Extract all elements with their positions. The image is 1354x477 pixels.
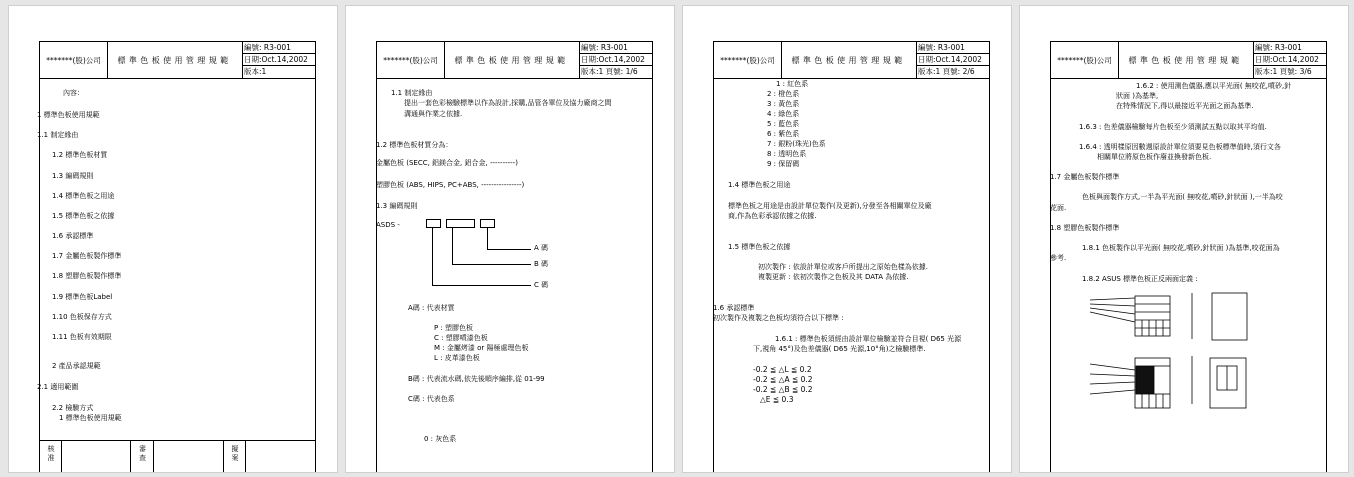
tolerance-formula: -0.2 ≦ △B ≦ 0.2 [753, 385, 813, 394]
doc-date: 日期:Oct.14,2002 [1253, 54, 1326, 66]
color-item: 7 : 銀粉(珠光)色系 [767, 140, 826, 148]
section-1-8-2-text: 1.8.2 ASUS 標準色板正反兩面定義 : [1082, 275, 1198, 283]
section-1-6-3-text: 1.6.3 : 色差儀器檢驗每片色板至少須測試五點以取其平均值. [1079, 123, 1267, 131]
section-1-5-title: 1.5 標準色板之依據 [728, 243, 791, 251]
code-label-b: B 碼 [534, 260, 549, 268]
tolerance-formula: △E ≦ 0.3 [760, 395, 794, 404]
code-label-a: A 碼 [534, 244, 549, 252]
section-1-1-text: 溝通與作業之依據. [404, 110, 463, 118]
doc-version-page: 版本:1 頁號: 1/6 [581, 67, 638, 76]
toc-item: 1.1 制定緣由 [37, 131, 79, 139]
doc-date: 日期:Oct.14,2002 [916, 54, 989, 66]
header-meta [579, 42, 652, 78]
doc-number: 編號: R3-001 [579, 42, 652, 54]
page-border-left [376, 79, 377, 472]
section-1-6-2-text: 在特殊情況下,得以最接近平光面之面為基準. [1116, 102, 1254, 110]
toc-item: 1.9 標準色板Label [52, 293, 113, 301]
toc-item: 2.2 檢驗方式 [52, 404, 94, 412]
code-label-c: C 碼 [534, 281, 549, 289]
b-code-line: B碼 : 代表流水碼,依先後順序編排,從 01-99 [408, 375, 545, 383]
color-item: 5 : 藍色系 [767, 120, 800, 128]
color-item: 2 : 橙色系 [767, 90, 800, 98]
toc-item: 1.2 標準色板材質 [52, 151, 108, 159]
section-1-6-2-text: 狀面 )為基準, [1116, 92, 1159, 100]
color-item: 0 : 灰色系 [424, 435, 457, 443]
company-name: *******(股)公司 [40, 42, 108, 78]
toc-item: 2 產品承認規範 [52, 362, 101, 370]
section-1-1-title: 1.1 制定緣由 [391, 89, 433, 97]
section-1-2-title: 1.2 標準色板材質分為： [376, 141, 453, 149]
review-label: 審查 [138, 445, 147, 463]
toc-item: 1.5 標準色板之依據 [52, 212, 115, 220]
section-1-6-4-text: 相關單位將原色板作廢並換發新色板. [1097, 153, 1212, 161]
document-page-2 [346, 6, 674, 472]
a-code-item: P : 塑膠色板 [434, 324, 474, 332]
document-title: 標準色板使用管理規範 [1118, 42, 1254, 78]
code-box-b [446, 219, 475, 228]
section-1-8-1-text: 1.8.1 色板製作以平光面( 無咬花,噴砂,針狀面 )為基準,咬花面為 [1082, 244, 1280, 252]
company-name: *******(股)公司 [377, 42, 445, 78]
material-plastic: 塑膠色板 (ABS, HIPS, PC+ABS, ----------------) [376, 181, 525, 189]
document-page-4 [1020, 6, 1348, 472]
toc-item: 1 標準色板使用規範 [37, 111, 100, 119]
toc-item: 1.3 編碼規則 [52, 172, 94, 180]
doc-version-page: 版本:1 頁號: 3/6 [1255, 67, 1312, 76]
a-code-title: A碼 : 代表材質 [408, 304, 455, 312]
approve-label: 核准 [47, 445, 55, 463]
document-page-1 [9, 6, 337, 472]
document-page-3 [683, 6, 1011, 472]
contents-title: 內容： [63, 89, 84, 97]
code-box-a [426, 219, 441, 228]
color-item: 9 : 保留碼 [767, 160, 800, 168]
a-code-item: C : 塑膠噴漆色板 [434, 334, 488, 342]
page-border-right [1326, 79, 1327, 472]
doc-date: 日期:Oct.14,2002 [242, 54, 315, 66]
doc-version: 版本:1 [244, 67, 267, 76]
color-item: 8 : 透明色系 [767, 150, 807, 158]
toc-item: 1 標準色板使用規範 [59, 414, 122, 422]
section-1-8-1-text: 參考. [1050, 254, 1067, 262]
header-meta [916, 42, 989, 78]
page-header [1050, 41, 1327, 79]
document-title: 標準色板使用管理規範 [444, 42, 580, 78]
section-1-1-text: 提出一套色彩檢驗標準以作為設計,採購,品管各單位及協力廠商之間 [404, 99, 612, 107]
document-title: 標準色板使用管理規範 [781, 42, 917, 78]
material-metal: 金屬色板 (SECC, 鋁鎂合金, 鋁合金, ----------) [376, 159, 518, 167]
toc-item: 1.7 金屬色板製作標準 [52, 252, 122, 260]
section-1-6-1-text: 1.6.1 : 標準色板須經由設計單位檢驗並符合目視( D65 光源 [775, 335, 962, 343]
draft-label: 擬案 [231, 445, 239, 463]
page-border-left [1050, 79, 1051, 472]
doc-date: 日期:Oct.14,2002 [579, 54, 652, 66]
color-item: 6 : 紫色系 [767, 130, 800, 138]
toc-item: 1.8 塑膠色板製作標準 [52, 272, 122, 280]
code-prefix: ASDS - [376, 221, 400, 229]
section-1-6-title: 1.6 承認標準 [713, 304, 755, 312]
section-1-7-text: 色板與面製作方式,一半為平光面( 無咬花,噴砂,針狀面 ),一半為咬 [1082, 193, 1283, 201]
page-header [713, 41, 990, 79]
company-name: *******(股)公司 [714, 42, 782, 78]
code-box-c [480, 219, 495, 228]
section-1-6-1-text: 下,視角 45°)及色差儀器( D65 光源,10°角)之檢驗標準. [753, 345, 926, 353]
section-1-4-title: 1.4 標準色板之用途 [728, 181, 791, 189]
section-1-6-4-text: 1.6.4 : 透明樣原因數週原設計單位須要見色板標準值時,須行文各 [1079, 143, 1281, 151]
section-1-8-title: 1.8 塑膠色板製作標準 [1050, 224, 1120, 232]
doc-number: 編號: R3-001 [242, 42, 315, 54]
toc-item: 1.10 色板保存方式 [52, 313, 112, 321]
approval-footer [39, 440, 316, 472]
c-code-line: C碼 : 代表色系 [408, 395, 455, 403]
a-code-item: L : 皮革漆色板 [434, 354, 480, 362]
section-1-6-text: 初次製作及複製之色板均須符合以下標準 : [713, 314, 844, 322]
section-1-5-text: 初次製作 : 依設計單位或客戶所提出之原始色樣為依據. [758, 263, 929, 271]
color-item: 1 : 紅色系 [776, 80, 809, 88]
tolerance-formula: -0.2 ≦ △L ≦ 0.2 [753, 365, 812, 374]
header-meta [1253, 42, 1326, 78]
doc-number: 編號: R3-001 [1253, 42, 1326, 54]
section-1-6-2-text: 1.6.2 : 使用測色儀器,應以平光面( 無咬花,噴砂,針 [1136, 82, 1292, 90]
a-code-item: M : 金屬烤漆 or 陽極處理色板 [434, 344, 529, 352]
tolerance-formula: -0.2 ≦ △A ≦ 0.2 [753, 375, 813, 384]
page-header [376, 41, 653, 79]
color-item: 4 : 綠色系 [767, 110, 800, 118]
section-1-5-text: 複製更新 : 依初次製作之色板及其 DATA 為依據. [758, 273, 909, 281]
toc-item: 1.4 標準色板之用途 [52, 192, 115, 200]
section-1-3-title: 1.3 編碼規則 [376, 202, 418, 210]
page-header [39, 41, 316, 79]
document-title: 標準色板使用管理規範 [107, 42, 243, 78]
section-1-7-title: 1.7 金屬色板製作標準 [1050, 173, 1120, 181]
doc-version-page: 版本:1 頁號: 2/6 [918, 67, 975, 76]
toc-item: 2.1 適用範圍 [37, 383, 79, 391]
page-border-left [713, 79, 714, 472]
section-1-7-text: 花面. [1050, 204, 1067, 212]
page-border-right [989, 79, 990, 472]
section-1-4-text: 商,作為色彩承認依據之依據. [728, 212, 817, 220]
page-border-right [652, 79, 653, 472]
toc-item: 1.6 承認標準 [52, 232, 94, 240]
color-plate-drawing [1080, 286, 1260, 411]
page-border-right [315, 79, 316, 441]
section-1-4-text: 標準色板之用途是由設計單位製作(及更新),分發至各相關單位及廠 [728, 202, 932, 210]
color-item: 3 : 黃色系 [767, 100, 800, 108]
toc-item: 1.11 色板有效期限 [52, 333, 112, 341]
doc-number: 編號: R3-001 [916, 42, 989, 54]
company-name: *******(股)公司 [1051, 42, 1119, 78]
header-meta [242, 42, 315, 78]
